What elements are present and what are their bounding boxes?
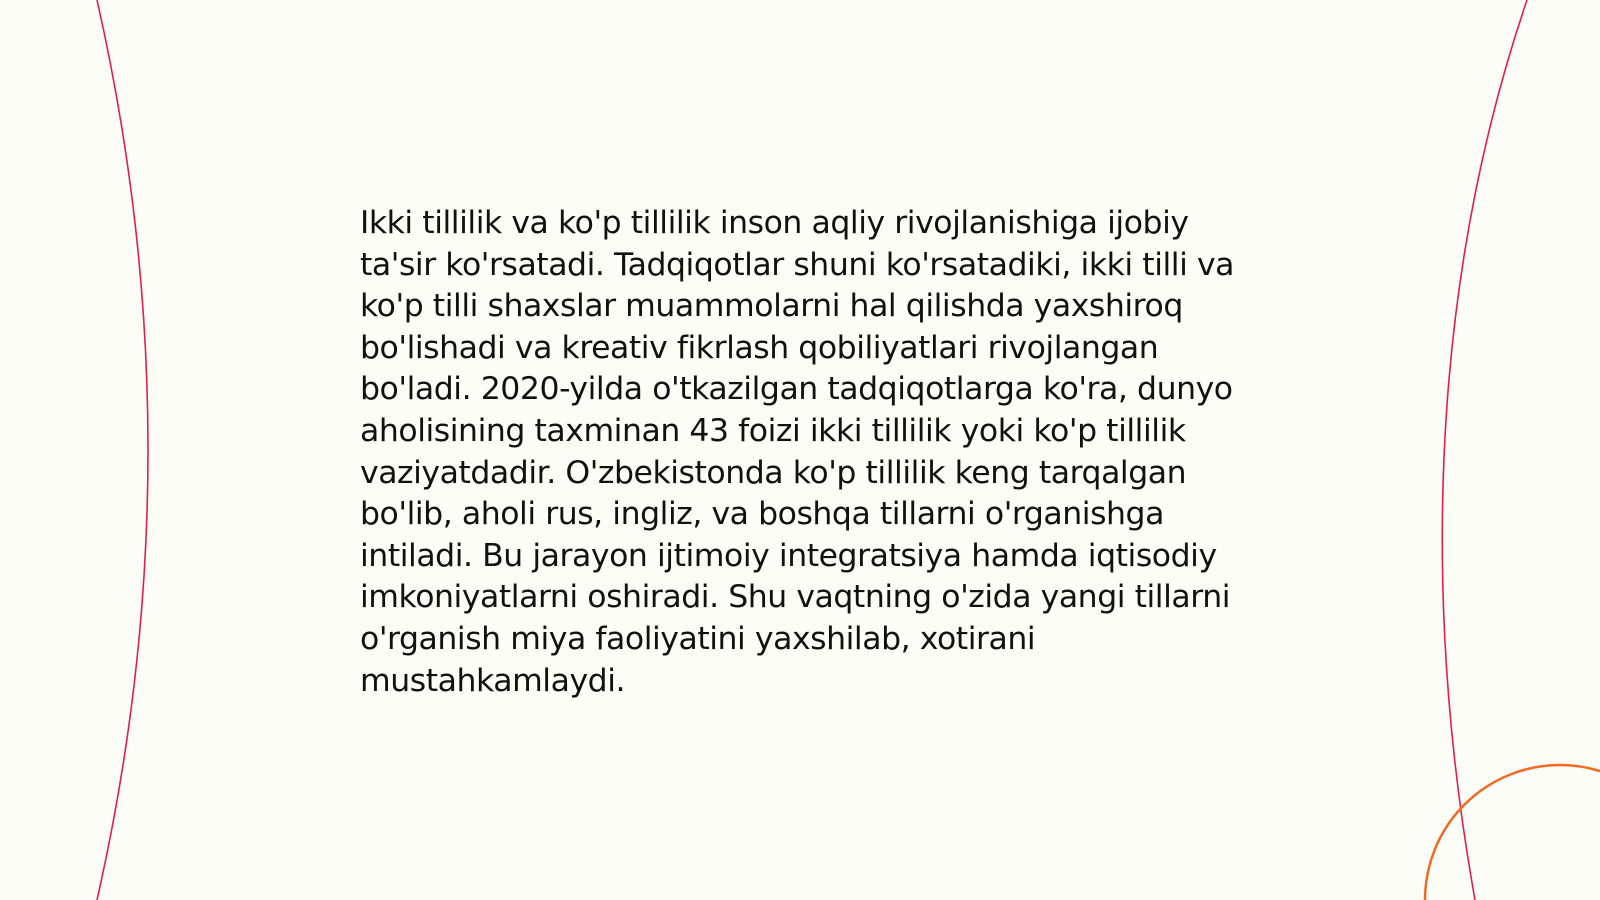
right-curved-line	[1442, 0, 1527, 900]
main-paragraph: Ikki tillilik va ko'p tillilik inson aqliy rivojlanishiga ijobiy ta'sir ko'rsatadi. Tadqiqotlar shuni ko'rsatadiki, ikki tilli va ko'p tilli shaxslar muammolarni hal qilishda yaxshiroq bo'lishadi va kreativ fikrlash qobiliyatlari rivojlangan bo'ladi. 2020-yilda o'tkazilgan tadqiqotlarga ko'ra, dunyo aholisining taxminan 43 foizi ikki tillilik yoki ko'p tillilik vaziyatdadir. O'zbekistonda ko'p tillilik keng tarqalgan bo'lib, aholi rus, ingliz, va boshqa tillarni o'rganishga intiladi. Bu jarayon ijtimoiy integratsiya hamda iqtisodiy imkoniyatlarni oshiradi. Shu vaqtning o'zida yangi tillarni o'rganish miya faoliyatini yaxshilab, xotirani mustahkamlaydi.	[360, 205, 1235, 699]
corner-circle-outline	[1425, 765, 1600, 900]
left-curved-line	[97, 0, 148, 900]
